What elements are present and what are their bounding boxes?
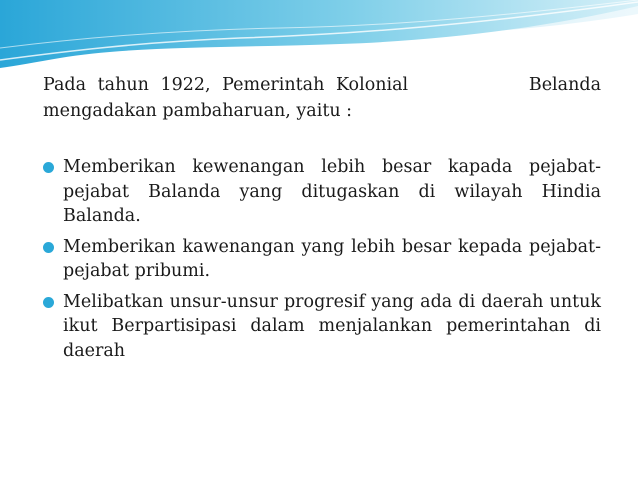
bullet-text: Memberikan kawenangan yang lebih besar kepada pejabat-pejabat pribumi. (63, 236, 601, 281)
intro-line1-part1: Pada tahun 1922, Pemerintah Kolonial (43, 75, 409, 95)
intro-line1-part2: Belanda (528, 75, 601, 95)
header-wave-decoration (0, 0, 638, 80)
bullet-dot-icon (43, 242, 54, 253)
bullet-text: Melibatkan unsur-unsur progresif yang ada di daerah untuk ikut Berpartisipasi dalam menjalankan pemerintahan di daerah (63, 291, 601, 361)
intro-paragraph (43, 72, 601, 124)
bullet-dot-icon (43, 297, 54, 308)
slide-content (43, 72, 601, 369)
bullet-list (43, 155, 601, 363)
bullet-text: Memberikan kewenangan lebih besar kapada pejabat-pejabat Balanda yang ditugaskan di wilayah Hindia Balanda. (63, 157, 601, 226)
list-item (43, 235, 601, 284)
list-item (43, 155, 601, 229)
intro-line2: mengadakan pambaharuan, yaitu : (43, 101, 353, 121)
bullet-dot-icon (43, 162, 54, 173)
list-item (43, 290, 601, 364)
intro-line1 (43, 72, 601, 98)
